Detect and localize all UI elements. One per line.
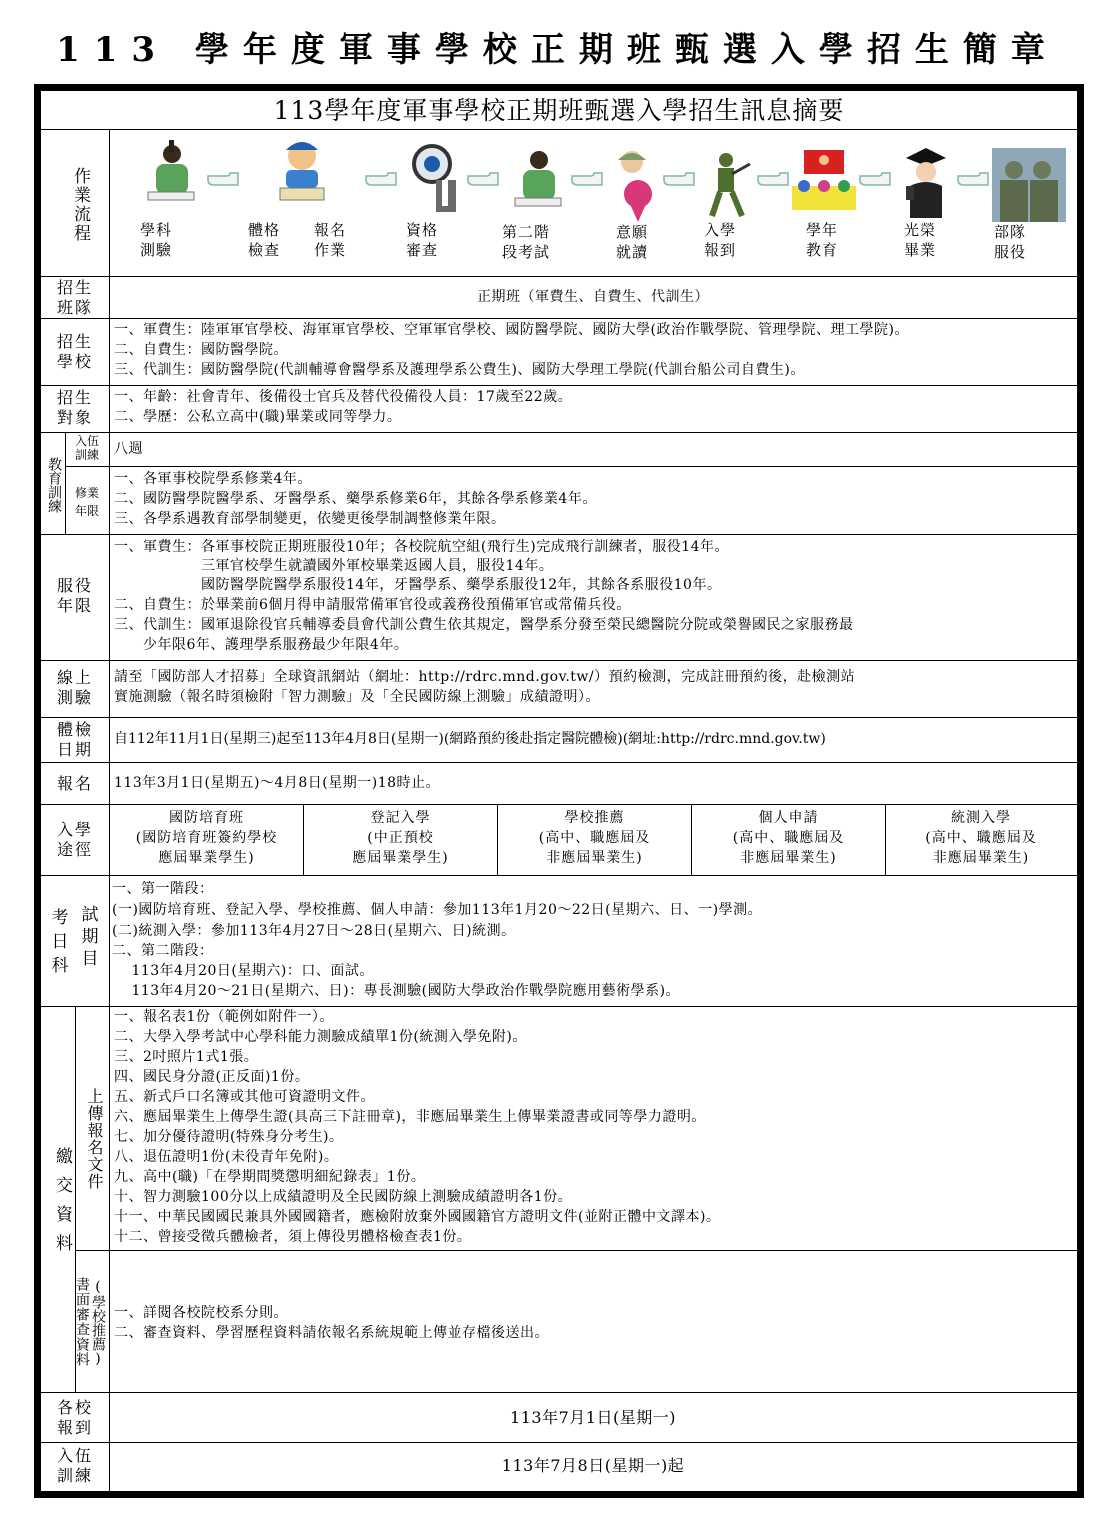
- soldier-report-icon: [702, 150, 754, 220]
- pointing-hand-icon: [570, 170, 604, 190]
- review-line: 二、審查資料、學習歷程資料請依報名系統規範上傳並存檔後送出。: [114, 1325, 549, 1341]
- target-line: 一、年齡：社會青年、後備役士官兵及替代役備役人員：17歲至22歲。: [114, 389, 573, 405]
- enlist-text: 113年7月8日(星期一)起: [501, 1456, 685, 1475]
- enlist-label: 入伍 訓練: [56, 1446, 93, 1485]
- upload-label: 上傳報名文件: [85, 1088, 104, 1190]
- pointing-hand-icon: [364, 170, 398, 190]
- upload-line: 九、高中(職)「在學期間獎懲明細紀錄表」1份。: [114, 1169, 426, 1185]
- service-line: 國防醫學院醫學系服役14年，牙醫學系、藥學系服役12年，其餘各系服役10年。: [114, 577, 722, 593]
- route-cell: [692, 808, 885, 872]
- upload-line: 一、報名表1份（範例如附件一）。: [114, 1009, 334, 1025]
- schedule-line: (二)統測入學：參加113年4月27日～28日(星期六、日)統測。: [112, 923, 516, 939]
- graduation-icon: [902, 146, 950, 220]
- flow-step-label: 學年 教育: [805, 221, 838, 259]
- service-line: 三軍官校學生就讀國外軍校畢業返國人員，服役14年。: [114, 558, 554, 574]
- target-line: 二、學歷：公私立高中(職)畢業或同等學力。: [114, 409, 402, 425]
- review-line: 一、詳閱各校院校系分則。: [114, 1305, 288, 1321]
- student-exam-icon: [142, 140, 198, 208]
- pointing-hand-icon: [206, 170, 240, 190]
- classroom-icon: [792, 150, 856, 212]
- service-line: 少年限6年、護理學系服務最少年限4年。: [114, 637, 409, 653]
- edu-label: 教育訓練: [46, 457, 62, 513]
- pointing-hand-icon: [466, 170, 500, 190]
- service-line: 三、代訓生：國軍退除役官兵輔導委員會代訓公費生依其規定，醫學系分發至榮民總醫院分院或榮譽國民之家服務最: [114, 617, 854, 633]
- route-desc: (中正預校 應屆畢業學生): [352, 830, 449, 866]
- report-text: 113年7月1日(星期一): [510, 1408, 676, 1427]
- flow-step-label: 學科 測驗: [139, 221, 172, 259]
- upload-line: 二、大學入學考試中心學科能力測驗成績單1份(統測入學免附)。: [114, 1029, 527, 1045]
- page-title: 113 學年度軍事學校正期班甄選入學招生簡章: [56, 30, 1059, 70]
- award-intention-icon: [608, 148, 662, 222]
- upload-line: 十、智力測驗100分以上成績證明及全民國防線上測驗成績證明各1份。: [114, 1189, 573, 1205]
- route-desc: (國防培育班簽約學校 應屆畢業學生): [135, 830, 278, 866]
- signup-text: 113年3月1日(星期五)～4月8日(星期一)18時止。: [114, 775, 441, 791]
- schedule-line: 113年4月20～21日(星期六、日)：專長測驗(國防大學政治作戰學院應用藝術學系)。: [112, 983, 681, 999]
- pointing-hand-icon: [858, 170, 892, 190]
- school-label: 招生 學校: [56, 332, 93, 371]
- flow-step-label: 光榮 畢業: [903, 221, 936, 259]
- service-label: 服役 年限: [56, 576, 93, 615]
- pilots-service-icon: [992, 148, 1066, 222]
- review-note: (學校推薦): [90, 1279, 106, 1367]
- pointing-hand-icon: [756, 170, 790, 190]
- service-line: 一、軍費生：各軍事校院正期班服役10年；各校院航空組(飛行生)完成飛行訓練者，服役14年。: [114, 539, 730, 555]
- pointing-hand-icon: [662, 170, 696, 190]
- flow-step-label: 入學 報到: [703, 221, 736, 259]
- physical-exam-icon: [272, 136, 332, 204]
- upload-line: 六、應屆畢業生上傳學生證(具高三下註冊章)，非應屆畢業生上傳畢業證書或同等學力證明。: [114, 1109, 706, 1125]
- review-label: 書面審查資料: [74, 1277, 90, 1367]
- flow-step-label: 體格 檢查: [247, 221, 280, 259]
- school-line: 一、軍費生：陸軍軍官學校、海軍軍官學校、空軍軍官學校、國防醫學院、國防大學(政治作戰學院、管理學院、理工學院)。: [114, 322, 909, 338]
- route-desc: (高中、職應屆及 非應屆畢業生): [538, 830, 651, 866]
- schedule-label-b: 試 期 目: [81, 905, 101, 969]
- signup-label: 報名: [56, 774, 93, 793]
- edu-basic-text: 八週: [114, 441, 143, 457]
- route-name: 統測入學: [951, 810, 1011, 826]
- route-name: 國防培育班: [169, 810, 244, 826]
- edu-years-line: 一、各軍事校院學系修業4年。: [114, 471, 312, 487]
- route-cell: [110, 808, 303, 872]
- flow-step-label: 第二階 段考試: [501, 223, 550, 261]
- upload-line: 七、加分優待證明(特殊身分考生)。: [114, 1129, 344, 1145]
- pointing-hand-icon: [956, 170, 990, 190]
- upload-line: 三、2吋照片1式1張。: [114, 1049, 259, 1065]
- upload-line: 四、國民身分證(正反面)1份。: [114, 1069, 310, 1085]
- route-label: 入學 途徑: [56, 820, 93, 859]
- route-desc: (高中、職應屆及 非應屆畢業生): [925, 830, 1037, 866]
- school-line: 二、自費生：國防醫學院。: [114, 342, 288, 358]
- exam-date-label: 體檢 日期: [56, 720, 93, 759]
- upload-line: 五、新式戶口名簿或其他可資證明文件。: [114, 1089, 375, 1105]
- route-name: 學校推薦: [564, 810, 625, 826]
- route-cell: [304, 808, 497, 872]
- flow-step-label: 部隊 服役: [993, 223, 1026, 261]
- flow-step-label: 報名 作業: [313, 221, 346, 259]
- schedule-line: 113年4月20日(星期六)：口、面試。: [112, 963, 374, 979]
- flow-step-label: 意願 就讀: [615, 223, 648, 261]
- route-name: 個人申請: [758, 810, 819, 826]
- report-label: 各校 報到: [56, 1398, 93, 1437]
- upload-line: 十二、曾接受徵兵體檢者，須上傳役男體格檢查表1份。: [114, 1229, 472, 1245]
- schedule-line: 一、第一階段：: [112, 881, 214, 897]
- summary-title: 113學年度軍事學校正期班甄選入學招生訊息摘要: [273, 96, 845, 125]
- flow-step-label: 資格 審查: [405, 221, 438, 259]
- docs-label: 繳交資料: [52, 1147, 72, 1263]
- schedule-line: (一)國防培育班、登記入學、學校推薦、個人申請：參加113年1月20～22日(星期六、日、一)學測。: [112, 902, 763, 918]
- online-label: 線上 測驗: [56, 668, 93, 707]
- target-label: 招生 對象: [56, 388, 93, 427]
- edu-years-label: 修業 年限: [74, 486, 99, 518]
- online-line: 請至「國防部人才招募」全球資訊網站（網址：http://rdrc.mnd.gov.tw/）預約檢測，完成註冊預約後，赴檢測站: [114, 669, 856, 685]
- second-stage-exam-icon: [509, 148, 565, 214]
- schedule-label-a: 考 日 科: [51, 908, 71, 976]
- exam-date-text: 自112年11月1日(星期三)起至113年4月8日(星期一)(網路預約後赴指定醫院體檢)(網址:http://rdrc.mnd.gov.tw): [114, 731, 826, 747]
- route-desc: (高中、職應屆及 非應屆畢業生): [732, 830, 845, 866]
- route-cell: [498, 808, 691, 872]
- edu-years-line: 二、國防醫學院醫學系、牙醫學系、藥學系修業6年，其餘各學系修業4年。: [114, 491, 597, 507]
- edu-basic-label: 入伍 訓練: [74, 434, 99, 462]
- online-line: 實施測驗（報名時須檢附「智力測驗」及「全民國防線上測驗」成績證明）。: [114, 689, 600, 705]
- upload-line: 八、退伍證明1份(未役青年免附)。: [114, 1149, 339, 1165]
- edu-years-line: 三、各學系遇教育部學制變更，依變更後學制調整修業年限。: [114, 511, 506, 527]
- flow-label: 作業流程: [70, 167, 90, 243]
- school-line: 三、代訓生：國防醫學院(代訓輔導會醫學系及護理學系公費生)、國防大學理工學院(代訓台船公司自費生)。: [114, 362, 805, 378]
- schedule-line: 二、第二階段：: [112, 943, 214, 959]
- service-line: 二、自費生：於畢業前6個月得申請服常備軍官役或義務役預備軍官或常備兵役。: [114, 597, 631, 613]
- unit-text: 正期班（軍費生、自費生、代訓生）: [477, 289, 709, 305]
- upload-line: 十一、中華民國國民兼具外國國籍者，應檢附放棄外國國籍官方證明文件(並附正體中文譯本)。: [114, 1209, 721, 1225]
- route-name: 登記入學: [370, 810, 431, 826]
- unit-label: 招生 班隊: [56, 278, 93, 317]
- magnifier-review-icon: [406, 140, 464, 216]
- route-cell: [886, 808, 1076, 872]
